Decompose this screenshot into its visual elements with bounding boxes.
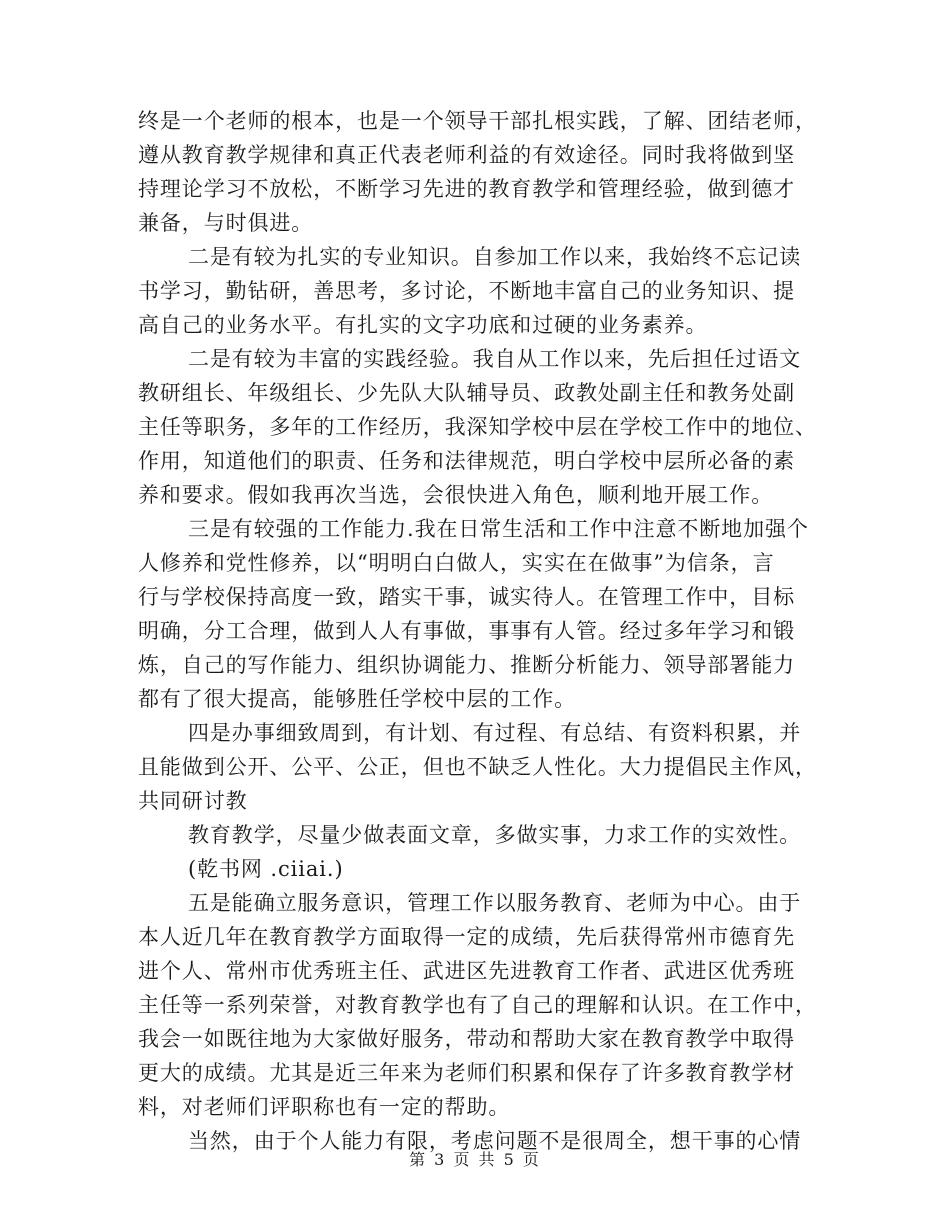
text-line: 养和要求。假如我再次当选，会很快进入角色，顺利地开展工作。	[138, 483, 774, 507]
text-line: 主任等一系列荣誉，对教育教学也有了自己的理解和认识。在工作中，	[138, 993, 817, 1017]
text-line: 二是有较为扎实的专业知识。自参加工作以来，我始终不忘记读	[188, 245, 802, 269]
text-line: 共同研讨教	[138, 789, 248, 813]
text-line: 高自己的业务水平。有扎实的文字功底和过硬的业务素养。	[138, 313, 708, 337]
text-line: 持理论学习不放松，不断学习先进的教育教学和管理经验，做到德才	[138, 177, 795, 201]
text-line: 二是有较为丰富的实践经验。我自从工作以来，先后担任过语文	[188, 347, 802, 371]
text-line: 炼，自己的写作能力、组织协调能力、推断分析能力、领导部署能力	[138, 653, 795, 677]
text-line: 五是能确立服务意识，管理工作以服务教育、老师为中心。由于	[188, 891, 802, 915]
text-line: 主任等职务，多年的工作经历，我深知学校中层在学校工作中的地位、	[138, 415, 817, 439]
text-line: 终是一个老师的根本，也是一个领导干部扎根实践，了解、团结老师，	[138, 109, 817, 133]
page-number-footer: 第 3 页 共 5 页	[409, 1150, 541, 1169]
text-line: 教育教学，尽量少做表面文章，多做实事，力求工作的实效性。	[188, 823, 802, 847]
text-line: 三是有较强的工作能力.我在日常生活和工作中注意不断地加强个	[188, 517, 809, 541]
text-line: 遵从教育教学规律和真正代表老师利益的有效途径。同时我将做到坚	[138, 143, 795, 167]
text-line: 作用，知道他们的职责、任务和法律规范，明白学校中层所必备的素	[138, 449, 795, 473]
text-line: 料，对老师们评职称也有一定的帮助。	[138, 1095, 511, 1119]
text-line: 明确，分工合理，做到人人有事做，事事有人管。经过多年学习和锻	[138, 619, 795, 643]
text-line: 我会一如既往地为大家做好服务，带动和帮助大家在教育教学中取得	[138, 1027, 795, 1051]
text-line: 进个人、常州市优秀班主任、武进区先进教育工作者、武进区优秀班	[138, 959, 795, 983]
text-line: 当然，由于个人能力有限，考虑问题不是很周全，想干事的心情	[188, 1129, 802, 1153]
text-line: 四是办事细致周到，有计划、有过程、有总结、有资料积累，并	[188, 721, 802, 745]
text-line: 且能做到公开、公平、公正，但也不缺乏人性化。大力提倡民主作风，	[138, 755, 817, 779]
text-line: 兼备，与时俱进。	[138, 211, 314, 235]
document-body	[138, 104, 817, 1158]
text-line: 更大的成绩。尤其是近三年来为老师们积累和保存了许多教育教学材	[138, 1061, 795, 1085]
text-line: 都有了很大提高，能够胜任学校中层的工作。	[138, 687, 576, 711]
text-line: 人修养和党性修养，以“明明白白做人，实实在在做事”为信条，言	[138, 551, 775, 575]
text-line: (乾书网 .ciiai.)	[188, 857, 344, 881]
text-line: 教研组长、年级组长、少先队大队辅导员、政教处副主任和教务处副	[138, 381, 795, 405]
text-line: 书学习，勤钻研，善思考，多讨论，不断地丰富自己的业务知识、提	[138, 279, 795, 303]
text-line: 行与学校保持高度一致，踏实干事，诚实待人。在管理工作中，目标	[138, 585, 795, 609]
text-line: 本人近几年在教育教学方面取得一定的成绩，先后获得常州市德育先	[138, 925, 795, 949]
